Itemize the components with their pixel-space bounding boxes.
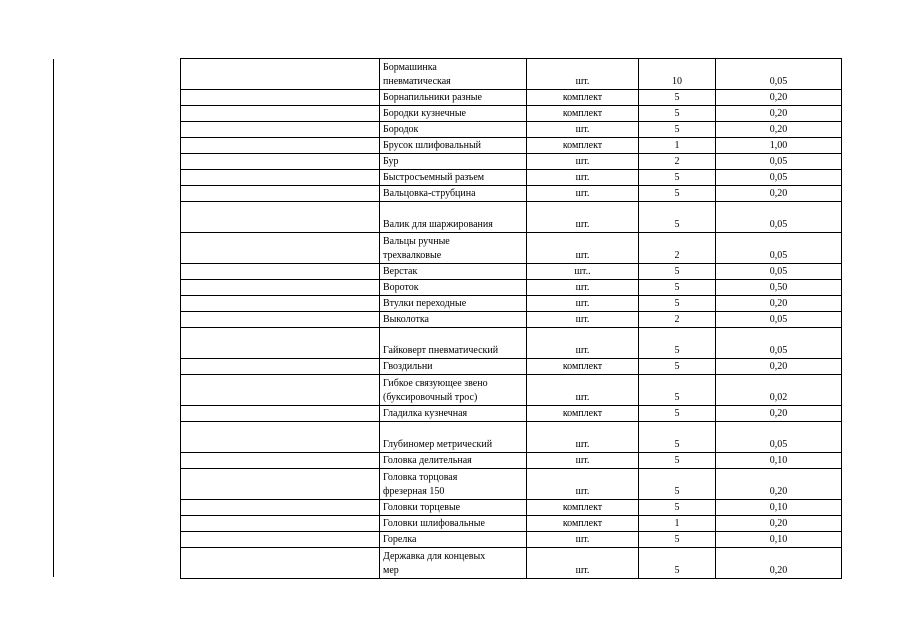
quantity-cell <box>639 202 716 233</box>
item-name-text: Гайковерт пневматический <box>383 345 499 356</box>
item-name-text: Головка торцовая фрезерная 150 <box>383 472 458 497</box>
table-row <box>181 264 842 280</box>
empty-cell <box>181 328 380 359</box>
rate-cell <box>716 233 842 264</box>
item-name-text: Головки торцевые <box>383 502 461 513</box>
table-row <box>181 500 842 516</box>
rate-cell <box>716 90 842 106</box>
unit-cell <box>527 548 639 579</box>
item-name-text: Бородки кузнечные <box>383 108 466 119</box>
rate-cell <box>716 500 842 516</box>
quantity-text: 2 <box>674 250 680 261</box>
rate-cell <box>716 548 842 579</box>
quantity-cell <box>639 328 716 359</box>
table-row <box>181 186 842 202</box>
unit-text: шт. <box>575 282 590 293</box>
quantity-text: 5 <box>674 266 680 277</box>
item-name-cell <box>380 422 527 453</box>
quantity-text: 5 <box>674 298 680 309</box>
quantity-cell <box>639 170 716 186</box>
item-name-cell <box>380 280 527 296</box>
empty-cell <box>181 312 380 328</box>
unit-cell <box>527 170 639 186</box>
quantity-text: 1 <box>674 140 680 151</box>
empty-cell <box>181 296 380 312</box>
empty-cell <box>181 122 380 138</box>
quantity-text: 5 <box>674 486 680 497</box>
empty-cell <box>181 359 380 375</box>
item-name-cell <box>380 90 527 106</box>
empty-cell <box>181 59 380 90</box>
item-name-cell <box>380 170 527 186</box>
quantity-text: 2 <box>674 156 680 167</box>
rate-cell <box>716 359 842 375</box>
unit-text: шт. <box>575 76 590 87</box>
quantity-text: 2 <box>674 314 680 325</box>
item-name-cell <box>380 548 527 579</box>
table-row <box>181 312 842 328</box>
quantity-cell <box>639 312 716 328</box>
table-row <box>181 296 842 312</box>
empty-cell <box>181 90 380 106</box>
rate-text: 0,05 <box>769 76 788 87</box>
rate-text: 0,50 <box>769 282 788 293</box>
unit-cell <box>527 280 639 296</box>
quantity-text: 10 <box>672 76 682 87</box>
table-row <box>181 170 842 186</box>
unit-cell <box>527 90 639 106</box>
unit-text: шт.. <box>574 266 591 277</box>
item-name-cell <box>380 264 527 280</box>
empty-cell <box>181 233 380 264</box>
item-name-text: Горелка <box>383 534 417 545</box>
quantity-text: 5 <box>674 282 680 293</box>
rate-text: 0,20 <box>769 188 788 199</box>
quantity-text: 5 <box>674 439 680 450</box>
rate-text: 0,20 <box>769 408 788 419</box>
quantity-text: 5 <box>674 534 680 545</box>
rate-text: 0,02 <box>769 392 788 403</box>
item-name-text: Бородок <box>383 124 419 135</box>
item-name-text: Головка делительная <box>383 455 472 466</box>
item-name-cell <box>380 154 527 170</box>
quantity-text: 5 <box>674 108 680 119</box>
item-name-cell <box>380 375 527 406</box>
quantity-text: 5 <box>674 219 680 230</box>
unit-text: шт. <box>575 156 590 167</box>
quantity-cell <box>639 453 716 469</box>
item-name-text: Выколотка <box>383 314 429 325</box>
rate-text: 0,20 <box>769 92 788 103</box>
table-row <box>181 532 842 548</box>
rate-cell <box>716 170 842 186</box>
left-margin-rule <box>53 59 54 577</box>
unit-text: комплект <box>562 502 603 513</box>
empty-cell <box>181 406 380 422</box>
unit-text: комплект <box>562 92 603 103</box>
table-row <box>181 359 842 375</box>
unit-cell <box>527 233 639 264</box>
rate-cell <box>716 375 842 406</box>
empty-cell <box>181 422 380 453</box>
rate-text: 0,20 <box>769 361 788 372</box>
rate-cell <box>716 264 842 280</box>
rate-text: 0,10 <box>769 534 788 545</box>
rate-cell <box>716 186 842 202</box>
table-row <box>181 90 842 106</box>
unit-cell <box>527 154 639 170</box>
unit-cell <box>527 453 639 469</box>
quantity-cell <box>639 90 716 106</box>
item-name-cell <box>380 406 527 422</box>
quantity-text: 5 <box>674 392 680 403</box>
table-row <box>181 548 842 579</box>
quantity-cell <box>639 233 716 264</box>
unit-text: шт. <box>575 439 590 450</box>
rate-text: 0,05 <box>769 345 788 356</box>
quantity-text: 5 <box>674 124 680 135</box>
quantity-text: 1 <box>674 518 680 529</box>
unit-cell <box>527 328 639 359</box>
rate-cell <box>716 406 842 422</box>
rate-text: 0,20 <box>769 108 788 119</box>
rate-cell <box>716 469 842 500</box>
item-name-text: Брусок шлифовальный <box>383 140 482 151</box>
unit-cell <box>527 264 639 280</box>
table-row <box>181 106 842 122</box>
item-name-text: Гладилка кузнечная <box>383 408 468 419</box>
quantity-cell <box>639 516 716 532</box>
item-name-cell <box>380 359 527 375</box>
unit-text: шт. <box>575 172 590 183</box>
table-row <box>181 202 842 233</box>
rate-cell <box>716 138 842 154</box>
item-name-cell <box>380 122 527 138</box>
quantity-cell <box>639 422 716 453</box>
table-row <box>181 469 842 500</box>
quantity-cell <box>639 106 716 122</box>
quantity-text: 5 <box>674 408 680 419</box>
rate-cell <box>716 453 842 469</box>
item-name-cell <box>380 186 527 202</box>
unit-text: шт. <box>575 219 590 230</box>
rate-text: 0,05 <box>769 314 788 325</box>
empty-cell <box>181 280 380 296</box>
item-name-text: Бормашинка пневматическая <box>383 62 451 87</box>
item-name-text: Быстросъемный разъем <box>383 172 485 183</box>
unit-cell <box>527 375 639 406</box>
unit-cell <box>527 202 639 233</box>
unit-cell <box>527 138 639 154</box>
quantity-text: 5 <box>674 502 680 513</box>
empty-cell <box>181 202 380 233</box>
table-row <box>181 406 842 422</box>
rate-cell <box>716 516 842 532</box>
unit-text: шт. <box>575 314 590 325</box>
unit-text: шт. <box>575 486 590 497</box>
unit-cell <box>527 500 639 516</box>
item-name-cell <box>380 59 527 90</box>
rate-text: 0,10 <box>769 455 788 466</box>
item-name-cell <box>380 202 527 233</box>
item-name-text: Державка для концевых мер <box>383 551 486 576</box>
empty-cell <box>181 186 380 202</box>
unit-text: шт. <box>575 124 590 135</box>
item-name-cell <box>380 532 527 548</box>
quantity-cell <box>639 500 716 516</box>
unit-cell <box>527 406 639 422</box>
unit-text: шт. <box>575 534 590 545</box>
quantity-cell <box>639 548 716 579</box>
quantity-cell <box>639 375 716 406</box>
table-row <box>181 422 842 453</box>
rate-text: 1,00 <box>769 140 788 151</box>
unit-cell <box>527 422 639 453</box>
unit-text: шт. <box>575 298 590 309</box>
unit-cell <box>527 122 639 138</box>
table-row <box>181 138 842 154</box>
rate-text: 0,05 <box>769 439 788 450</box>
unit-cell <box>527 312 639 328</box>
quantity-cell <box>639 264 716 280</box>
rate-text: 0,20 <box>769 565 788 576</box>
empty-cell <box>181 154 380 170</box>
unit-cell <box>527 532 639 548</box>
item-name-text: Вальцовка-струбцина <box>383 188 476 199</box>
unit-cell <box>527 359 639 375</box>
item-name-cell <box>380 312 527 328</box>
quantity-cell <box>639 186 716 202</box>
quantity-cell <box>639 532 716 548</box>
rate-cell <box>716 59 842 90</box>
unit-text: комплект <box>562 361 603 372</box>
rate-cell <box>716 328 842 359</box>
item-name-text: Верстак <box>383 266 418 277</box>
table-row <box>181 375 842 406</box>
quantity-text: 5 <box>674 361 680 372</box>
quantity-cell <box>639 406 716 422</box>
item-name-cell <box>380 469 527 500</box>
item-name-text: Головки шлифовальные <box>383 518 485 529</box>
rate-cell <box>716 280 842 296</box>
quantity-cell <box>639 359 716 375</box>
item-name-cell <box>380 328 527 359</box>
rate-text: 0,10 <box>769 502 788 513</box>
rate-cell <box>716 532 842 548</box>
unit-text: шт. <box>575 392 590 403</box>
empty-cell <box>181 516 380 532</box>
item-name-cell <box>380 106 527 122</box>
rate-text: 0,20 <box>769 486 788 497</box>
rate-text: 0,05 <box>769 156 788 167</box>
equipment-table <box>180 58 842 579</box>
unit-text: комплект <box>562 108 603 119</box>
unit-cell <box>527 186 639 202</box>
rate-cell <box>716 202 842 233</box>
quantity-cell <box>639 138 716 154</box>
rate-cell <box>716 312 842 328</box>
empty-cell <box>181 170 380 186</box>
unit-text: шт. <box>575 455 590 466</box>
quantity-text: 5 <box>674 455 680 466</box>
item-name-text: Бур <box>383 156 399 167</box>
table-row <box>181 154 842 170</box>
unit-text: шт. <box>575 188 590 199</box>
empty-cell <box>181 453 380 469</box>
rate-text: 0,20 <box>769 124 788 135</box>
rate-cell <box>716 296 842 312</box>
item-name-cell <box>380 516 527 532</box>
quantity-cell <box>639 122 716 138</box>
unit-cell <box>527 59 639 90</box>
unit-cell <box>527 296 639 312</box>
quantity-text: 5 <box>674 92 680 103</box>
table-row <box>181 280 842 296</box>
unit-text: комплект <box>562 408 603 419</box>
item-name-text: Борнапильники разные <box>383 92 482 103</box>
rate-cell <box>716 154 842 170</box>
quantity-cell <box>639 469 716 500</box>
empty-cell <box>181 375 380 406</box>
table-row <box>181 59 842 90</box>
item-name-cell <box>380 296 527 312</box>
table-row <box>181 233 842 264</box>
item-name-text: Гибкое связующее звено (буксировочный трос) <box>383 378 488 403</box>
quantity-cell <box>639 59 716 90</box>
empty-cell <box>181 500 380 516</box>
rate-cell <box>716 422 842 453</box>
empty-cell <box>181 469 380 500</box>
item-name-cell <box>380 500 527 516</box>
quantity-text: 5 <box>674 172 680 183</box>
item-name-text: Вороток <box>383 282 419 293</box>
rate-text: 0,05 <box>769 219 788 230</box>
table-row <box>181 122 842 138</box>
item-name-cell <box>380 233 527 264</box>
equipment-table-body <box>181 59 842 579</box>
quantity-cell <box>639 296 716 312</box>
rate-text: 0,20 <box>769 518 788 529</box>
rate-cell <box>716 122 842 138</box>
item-name-cell <box>380 453 527 469</box>
quantity-text: 5 <box>674 188 680 199</box>
item-name-text: Валик для шаржирования <box>383 219 493 230</box>
unit-text: комплект <box>562 518 603 529</box>
rate-text: 0,05 <box>769 266 788 277</box>
empty-cell <box>181 532 380 548</box>
quantity-text: 5 <box>674 565 680 576</box>
item-name-text: Втулки переходные <box>383 298 467 309</box>
unit-text: шт. <box>575 345 590 356</box>
quantity-cell <box>639 280 716 296</box>
quantity-cell <box>639 154 716 170</box>
item-name-text: Глубиномер метрический <box>383 439 493 450</box>
unit-text: шт. <box>575 250 590 261</box>
quantity-text: 5 <box>674 345 680 356</box>
rate-cell <box>716 106 842 122</box>
empty-cell <box>181 138 380 154</box>
unit-text: комплект <box>562 140 603 151</box>
unit-cell <box>527 469 639 500</box>
item-name-cell <box>380 138 527 154</box>
rate-text: 0,20 <box>769 298 788 309</box>
empty-cell <box>181 106 380 122</box>
unit-cell <box>527 106 639 122</box>
empty-cell <box>181 264 380 280</box>
item-name-text: Вальцы ручные трехвалковые <box>383 236 450 261</box>
table-row <box>181 516 842 532</box>
table-row <box>181 453 842 469</box>
rate-text: 0,05 <box>769 172 788 183</box>
empty-cell <box>181 548 380 579</box>
table-row <box>181 328 842 359</box>
unit-cell <box>527 516 639 532</box>
unit-text: шт. <box>575 565 590 576</box>
item-name-text: Гвоздильни <box>383 361 433 372</box>
rate-text: 0,05 <box>769 250 788 261</box>
